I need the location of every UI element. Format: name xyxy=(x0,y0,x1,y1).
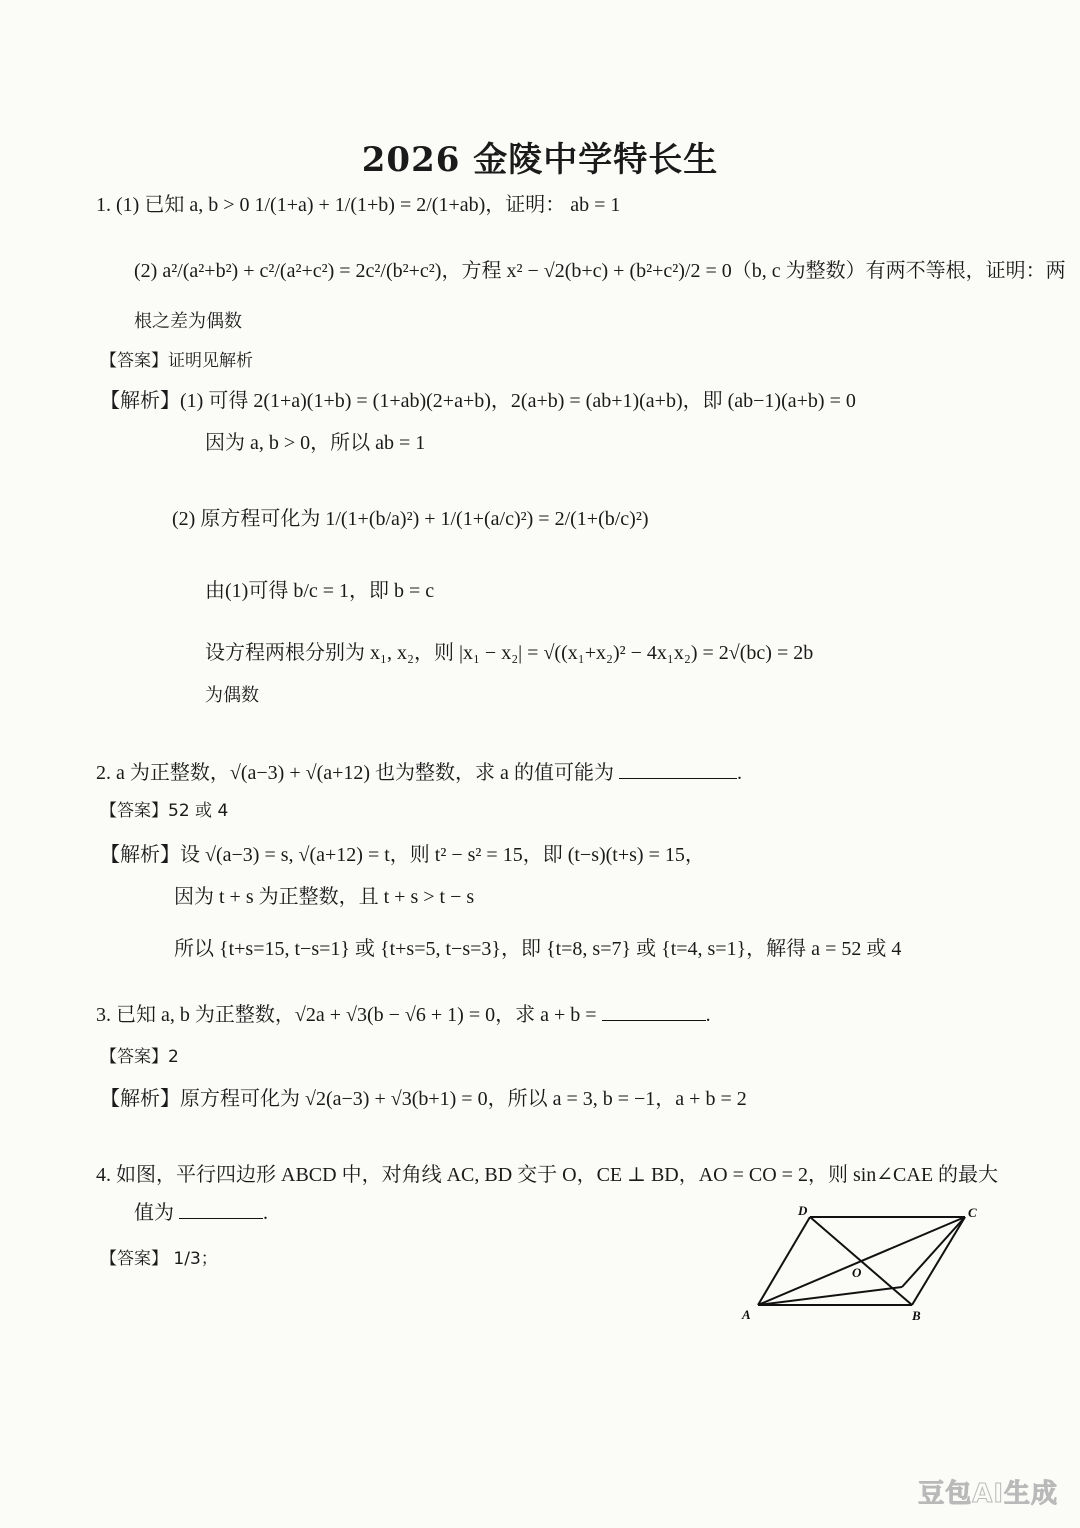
q3-answer-blank xyxy=(602,1002,706,1021)
q2-answer: 【答案】52 或 4 xyxy=(100,801,229,821)
parallelogram-figure xyxy=(740,1195,990,1325)
q3-answer: 【答案】2 xyxy=(100,1047,179,1067)
q3-stem-text: 3. 已知 a, b 为正整数，√2a + √3(b − √6 + 1) = 0，求 a + b = xyxy=(96,1004,597,1026)
label-o: O xyxy=(852,1265,862,1280)
q1-solution-4: 由(1)可得 b/c = 1，即 b = c xyxy=(205,580,435,602)
q2-stem: 2. a 为正整数，√(a−3) + √(a+12) 也为整数，求 a 的值可能为 . xyxy=(96,762,742,784)
q2-answer-blank xyxy=(619,760,737,779)
q2-solution-2: 因为 t + s 为正整数，且 t + s > t − s xyxy=(174,886,475,908)
q4-stem-2: 值为 . xyxy=(134,1202,268,1224)
q1-solution-1: 【解析】(1) 可得 2(1+a)(1+b) = (1+ab)(2+a+b)，2(a+b) = (ab+1)(a+b)，即 (ab−1)(a+b) = 0 xyxy=(100,390,856,412)
label-b: B xyxy=(912,1308,921,1323)
q3-stem: 3. 已知 a, b 为正整数，√2a + √3(b − √6 + 1) = 0，求 a + b = . xyxy=(96,1004,711,1026)
q4-stem: 4. 如图，平行四边形 ABCD 中，对角线 AC, BD 交于 O，CE ⊥ BD，AO = CO = 2，则 sin∠CAE 的最大 xyxy=(96,1164,999,1186)
label-c: C xyxy=(968,1205,977,1220)
q1-solution-5: 设方程两根分别为 x₁, x₂，则 |x₁ − x₂| = √((x₁+x₂)² − 4x₁x₂) = 2√(bc) = 2b xyxy=(205,642,814,664)
segment-ce xyxy=(902,1217,965,1287)
q2-solution-1: 【解析】设 √(a−3) = s, √(a+12) = t，则 t² − s² = 15，即 (t−s)(t+s) = 15， xyxy=(100,844,705,866)
label-d: D xyxy=(798,1203,808,1218)
q1-solution-3: (2) 原方程可化为 1/(1+(b/a)²) + 1/(1+(a/c)²) = 2/(1+(b/c)²) xyxy=(172,508,649,530)
q1-line1: 1. (1) 已知 a, b > 0 1/(1+a) + 1/(1+b) = 2/(1+ab)，证明： ab = 1 xyxy=(96,194,621,216)
q1-solution-6: 为偶数 xyxy=(205,685,259,706)
q4-stem-2-text: 值为 xyxy=(134,1202,174,1224)
side-cb xyxy=(912,1217,965,1305)
q2-stem-text: 2. a 为正整数，√(a−3) + √(a+12) 也为整数，求 a 的值可能为 xyxy=(96,762,614,784)
side-ad xyxy=(758,1217,810,1305)
page-title: 2026 金陵中学特长生 xyxy=(361,140,719,180)
watermark: 豆包AI生成 xyxy=(918,1479,1058,1509)
q4-answer: 【答案】 1/3； xyxy=(100,1249,218,1269)
q3-solution-1: 【解析】原方程可化为 √2(a−3) + √3(b+1) = 0，所以 a = 3, b = −1，a + b = 2 xyxy=(100,1088,747,1110)
label-a: A xyxy=(742,1307,751,1322)
q2-solution-3: 所以 {t+s=15, t−s=1} 或 {t+s=5, t−s=3}，即 {t=8, s=7} 或 {t=4, s=1}，解得 a = 52 或 4 xyxy=(174,938,902,960)
q1-line2: (2) a²/(a²+b²) + c²/(a²+c²) = 2c²/(b²+c²)，方程 x² − √2(b+c) + (b²+c²)/2 = 0（b, c 为整数）有两不等根，证明：两 xyxy=(134,260,1066,282)
q1-line3: 根之差为偶数 xyxy=(134,311,242,332)
q4-answer-blank xyxy=(179,1200,263,1219)
q1-solution-2: 因为 a, b > 0，所以 ab = 1 xyxy=(205,432,426,454)
q1-answer: 【答案】证明见解析 xyxy=(100,351,253,371)
